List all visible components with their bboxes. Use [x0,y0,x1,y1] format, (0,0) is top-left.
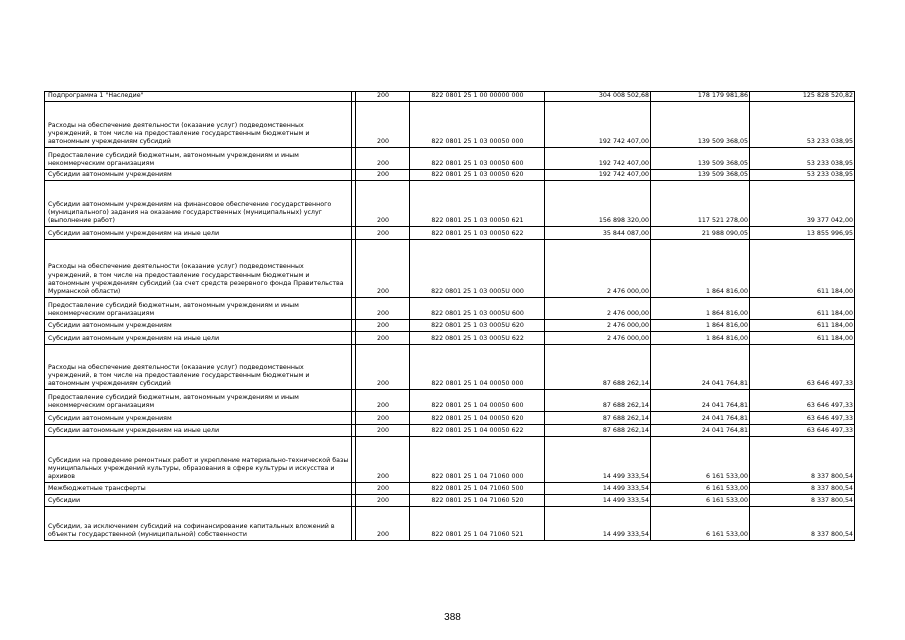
table-row [45,437,855,483]
row-name-cell: Субсидии автономным учреждениям [45,170,352,181]
row-value-remaining-cell: 611 184,00 [750,298,855,320]
row-value-executed-cell: 1 864 816,00 [651,240,750,298]
row-code-cell: 200 [356,345,410,390]
row-value-executed-cell: 21 988 090,05 [651,227,750,240]
row-name-cell: Субсидии автономным учреждениям на иные цели [45,425,352,437]
row-code-cell: 200 [356,298,410,320]
row-value-remaining-cell: 63 646 497,33 [750,425,855,437]
row-value-remaining-cell: 13 855 996,95 [750,227,855,240]
row-value-remaining-cell: 8 337 800,54 [750,437,855,483]
row-value-approved-cell: 2 476 000,00 [545,320,651,332]
row-kbk-cell: 822 0801 25 1 04 00050 620 [410,412,545,425]
row-kbk-cell: 822 0801 25 1 04 71060 520 [410,495,545,507]
row-value-executed-cell: 24 041 764,81 [651,345,750,390]
row-value-approved-cell: 2 476 000,00 [545,332,651,345]
row-kbk-cell: 822 0801 25 1 04 71060 521 [410,507,545,541]
table-row [45,227,855,240]
row-code-cell: 200 [356,320,410,332]
row-name-cell: Предоставление субсидий бюджетным, автономным учреждениям и иным некоммерческим организациям [45,148,352,170]
row-kbk-cell: 822 0801 25 1 04 71060 500 [410,483,545,495]
row-code-cell: 200 [356,437,410,483]
table-row [45,92,855,102]
row-kbk-cell: 822 0801 25 1 04 00050 000 [410,345,545,390]
row-name-cell: Субсидии автономным учреждениям [45,412,352,425]
row-value-remaining-cell: 39 377 042,00 [750,181,855,227]
row-value-executed-cell: 178 179 981,86 [651,92,750,102]
row-code-cell: 200 [356,92,410,102]
table-row [45,425,855,437]
row-value-remaining-cell: 8 337 800,54 [750,495,855,507]
row-name-cell: Субсидии [45,495,352,507]
row-value-approved-cell: 35 844 087,00 [545,227,651,240]
row-value-approved-cell: 87 688 262,14 [545,425,651,437]
row-kbk-cell: 822 0801 25 1 04 00050 622 [410,425,545,437]
table-row [45,240,855,298]
row-value-approved-cell: 14 499 333,54 [545,495,651,507]
row-value-executed-cell: 139 509 368,05 [651,170,750,181]
row-kbk-cell: 822 0801 25 1 03 00050 622 [410,227,545,240]
row-value-executed-cell: 1 864 816,00 [651,298,750,320]
row-value-executed-cell: 1 864 816,00 [651,332,750,345]
table-row [45,320,855,332]
row-code-cell: 200 [356,170,410,181]
row-name-cell: Субсидии на проведение ремонтных работ и укрепление материально-технической базы муниципальных учреждений культуры, образования в сфере культуры и искусства и архивов [45,437,352,483]
row-value-approved-cell: 192 742 407,00 [545,102,651,148]
row-code-cell: 200 [356,227,410,240]
row-value-remaining-cell: 8 337 800,54 [750,507,855,541]
table-row [45,181,855,227]
row-value-remaining-cell: 63 646 497,33 [750,390,855,412]
row-value-approved-cell: 304 008 502,68 [545,92,651,102]
row-name-cell: Предоставление субсидий бюджетным, автономным учреждениям и иным некоммерческим организациям [45,390,352,412]
row-name-cell: Межбюджетные трансферты [45,483,352,495]
row-kbk-cell: 822 0801 25 1 03 0005U 000 [410,240,545,298]
row-name-cell: Расходы на обеспечение деятельности (оказание услуг) подведомственных учреждений, в том числе на предоставление государственным бюджетным и автономным учреждениям субсидий [45,102,352,148]
row-code-cell: 200 [356,181,410,227]
row-value-executed-cell: 6 161 533,00 [651,437,750,483]
row-value-approved-cell: 87 688 262,14 [545,412,651,425]
row-value-remaining-cell: 53 233 038,95 [750,170,855,181]
budget-table [44,91,855,541]
row-value-remaining-cell: 63 646 497,33 [750,345,855,390]
row-value-approved-cell: 14 499 333,54 [545,437,651,483]
row-value-executed-cell: 24 041 764,81 [651,390,750,412]
row-value-approved-cell: 192 742 407,00 [545,148,651,170]
row-value-executed-cell: 6 161 533,00 [651,507,750,541]
row-value-approved-cell: 2 476 000,00 [545,240,651,298]
table-body [45,92,855,541]
row-code-cell: 200 [356,483,410,495]
row-value-remaining-cell: 53 233 038,95 [750,102,855,148]
row-value-approved-cell: 192 742 407,00 [545,170,651,181]
row-code-cell: 200 [356,390,410,412]
row-value-approved-cell: 87 688 262,14 [545,345,651,390]
row-code-cell: 200 [356,495,410,507]
row-value-executed-cell: 6 161 533,00 [651,483,750,495]
row-kbk-cell: 822 0801 25 1 03 0005U 620 [410,320,545,332]
table-row [45,332,855,345]
row-value-remaining-cell: 611 184,00 [750,332,855,345]
row-kbk-cell: 822 0801 25 1 00 00000 000 [410,92,545,102]
row-name-cell: Расходы на обеспечение деятельности (оказание услуг) подведомственных учреждений, в том числе на предоставление государственным бюджетным и автономным учреждениям субсидий [45,345,352,390]
table-row [45,298,855,320]
table-row [45,390,855,412]
table-row [45,345,855,390]
row-name-cell: Подпрограмма 1 "Наследие" [45,92,352,102]
row-kbk-cell: 822 0801 25 1 04 00050 600 [410,390,545,412]
row-code-cell: 200 [356,240,410,298]
row-name-cell: Предоставление субсидий бюджетным, автономным учреждениям и иным некоммерческим организациям [45,298,352,320]
row-kbk-cell: 822 0801 25 1 03 00050 620 [410,170,545,181]
table-row [45,495,855,507]
row-value-executed-cell: 139 509 368,05 [651,102,750,148]
row-name-cell: Субсидии автономным учреждениям на иные цели [45,227,352,240]
row-code-cell: 200 [356,102,410,148]
row-code-cell: 200 [356,412,410,425]
table-row [45,170,855,181]
row-code-cell: 200 [356,425,410,437]
row-value-executed-cell: 139 509 368,05 [651,148,750,170]
table-row [45,148,855,170]
row-value-executed-cell: 6 161 533,00 [651,495,750,507]
row-value-executed-cell: 117 521 278,00 [651,181,750,227]
row-name-cell: Субсидии автономным учреждениям [45,320,352,332]
page-number: 388 [444,612,461,623]
row-name-cell: Расходы на обеспечение деятельности (оказание услуг) подведомственных учреждений, в том числе на предоставление государственным бюджетным и автономным учреждениям субсидий (за счет средств резервного фонда Правительства Мурманской области) [45,240,352,298]
table-row [45,507,855,541]
row-value-executed-cell: 24 041 764,81 [651,412,750,425]
row-value-approved-cell: 87 688 262,14 [545,390,651,412]
row-value-remaining-cell: 125 828 520,82 [750,92,855,102]
row-value-remaining-cell: 611 184,00 [750,320,855,332]
row-kbk-cell: 822 0801 25 1 03 00050 621 [410,181,545,227]
row-value-approved-cell: 14 499 333,54 [545,483,651,495]
table-row [45,483,855,495]
row-kbk-cell: 822 0801 25 1 03 0005U 622 [410,332,545,345]
table-row [45,412,855,425]
row-value-approved-cell: 14 499 333,54 [545,507,651,541]
row-name-cell: Субсидии, за исключением субсидий на софинансирование капитальных вложений в объекты государственной (муниципальной) собственности [45,507,352,541]
row-code-cell: 200 [356,332,410,345]
row-value-executed-cell: 1 864 816,00 [651,320,750,332]
row-value-remaining-cell: 63 646 497,33 [750,412,855,425]
row-kbk-cell: 822 0801 25 1 04 71060 000 [410,437,545,483]
row-value-approved-cell: 156 898 320,00 [545,181,651,227]
row-value-remaining-cell: 8 337 800,54 [750,483,855,495]
row-kbk-cell: 822 0801 25 1 03 0005U 600 [410,298,545,320]
row-value-remaining-cell: 53 233 038,95 [750,148,855,170]
row-value-approved-cell: 2 476 000,00 [545,298,651,320]
row-value-remaining-cell: 611 184,00 [750,240,855,298]
row-name-cell: Субсидии автономным учреждениям на финансовое обеспечение государственного (муниципального) задания на оказание государственных (муниципальных) услуг (выполнение работ) [45,181,352,227]
row-name-cell: Субсидии автономным учреждениям на иные цели [45,332,352,345]
table-row [45,102,855,148]
row-value-executed-cell: 24 041 764,81 [651,425,750,437]
row-code-cell: 200 [356,507,410,541]
row-kbk-cell: 822 0801 25 1 03 00050 600 [410,148,545,170]
row-kbk-cell: 822 0801 25 1 03 00050 000 [410,102,545,148]
row-code-cell: 200 [356,148,410,170]
